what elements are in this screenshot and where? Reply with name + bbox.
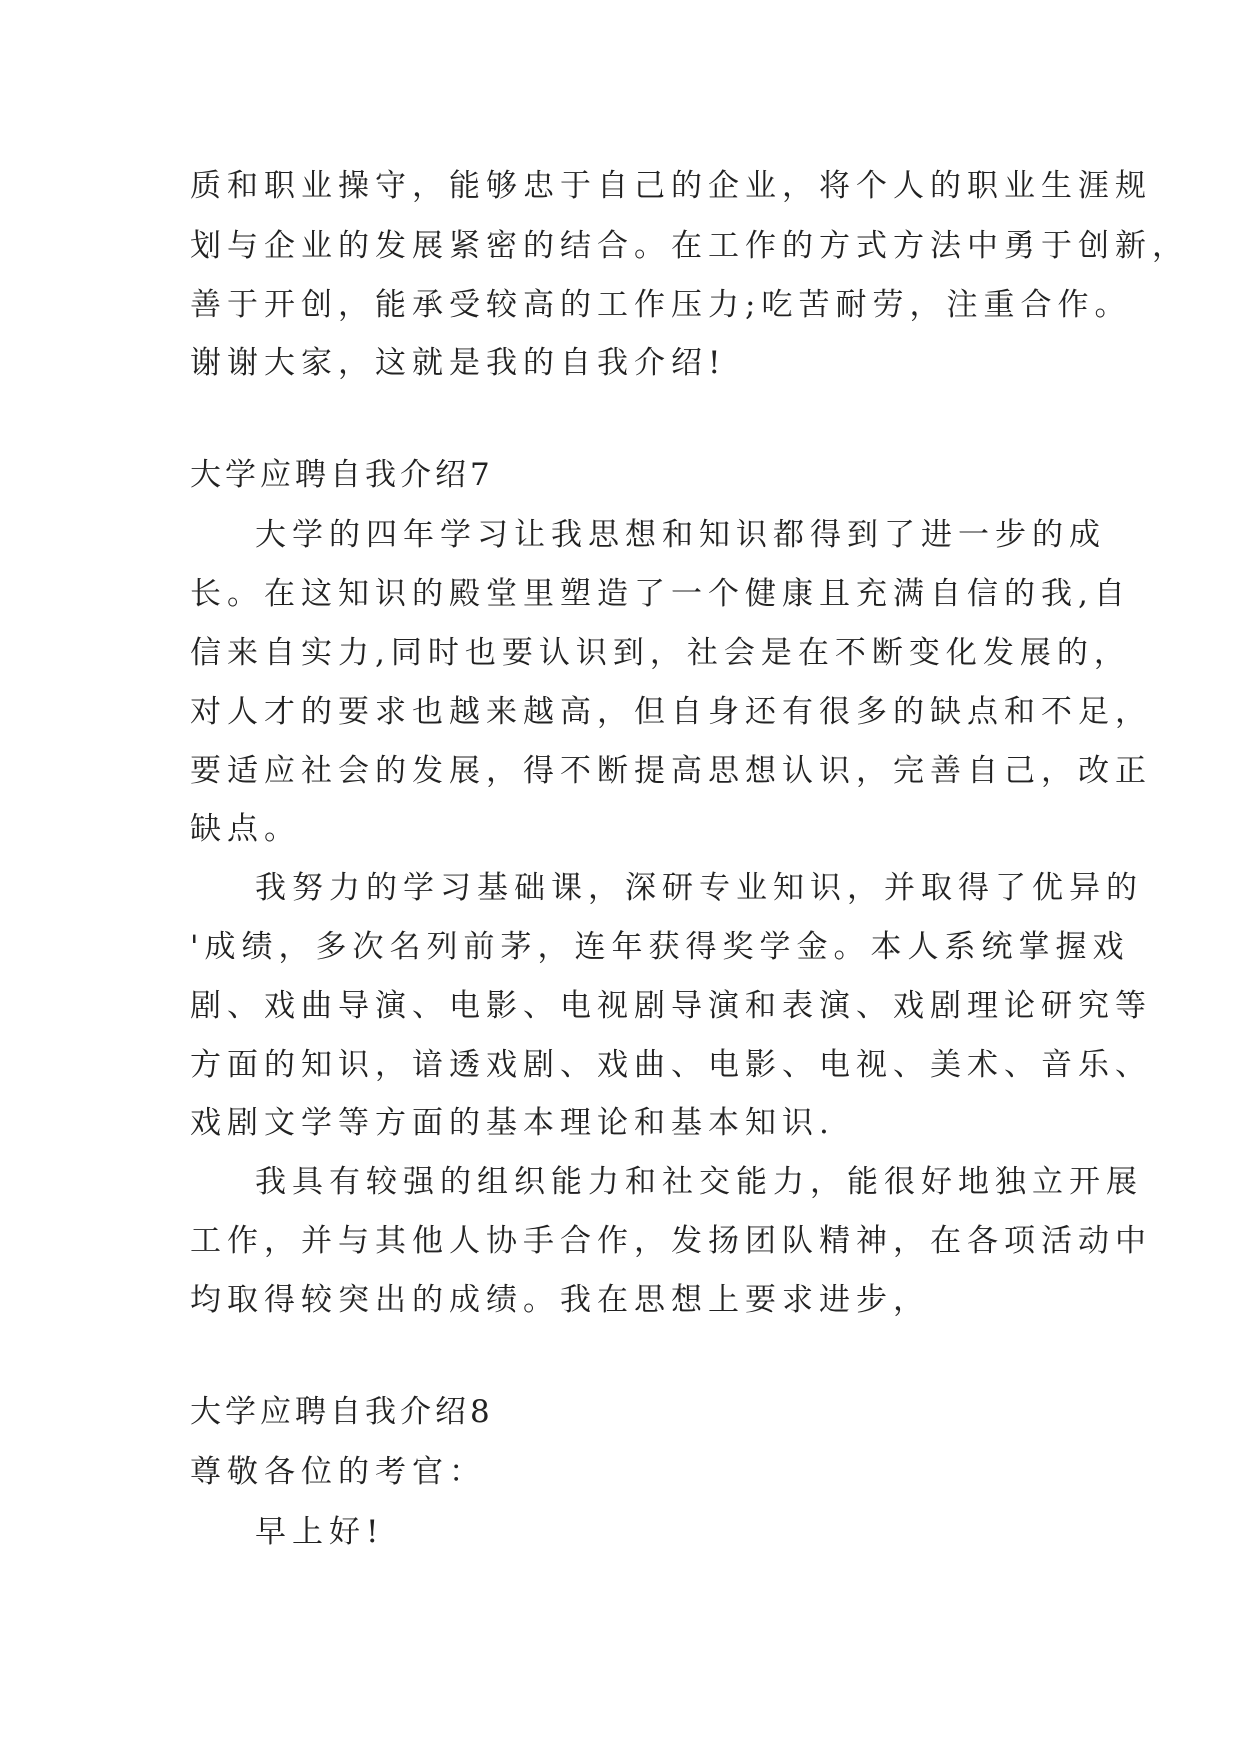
body-text-line: 缺点。	[190, 811, 301, 847]
body-text-line: '成绩，多次名列前茅，连年获得奖学金。本人系统掌握戏	[190, 929, 1130, 965]
body-text-line: 对人才的要求也越来越高，但自身还有很多的缺点和不足，	[190, 694, 1152, 730]
body-text-line: 质和职业操守，能够忠于自己的企业，将个人的职业生涯规	[190, 168, 1152, 204]
body-text-line: 戏剧文学等方面的基本理论和基本知识.	[190, 1105, 835, 1141]
body-text-line: 工作，并与其他人协手合作，发扬团队精神，在各项活动中	[190, 1223, 1152, 1259]
body-text-line: 长。在这知识的殿堂里塑造了一个健康且充满自信的我,自	[190, 576, 1131, 612]
body-text-line: 要适应社会的发展，得不断提高思想认识，完善自己，改正	[190, 753, 1152, 789]
salutation: 尊敬各位的考官：	[190, 1454, 486, 1490]
body-text-line: 信来自实力,同时也要认识到，社会是在不断变化发展的，	[190, 635, 1131, 671]
paragraph-first-line: 我具有较强的组织能力和社交能力，能很好地独立开展	[255, 1164, 1143, 1200]
body-text-line: 剧、戏曲导演、电影、电视剧导演和表演、戏剧理论研究等	[190, 988, 1152, 1024]
section-heading: 大学应聘自我介绍7	[190, 457, 494, 493]
body-text-line: 方面的知识，谙透戏剧、戏曲、电影、电视、美术、音乐、	[190, 1047, 1152, 1083]
paragraph-first-line: 大学的四年学习让我思想和知识都得到了进一步的成	[255, 517, 1106, 553]
section-heading: 大学应聘自我介绍8	[190, 1394, 494, 1430]
body-text-line: 谢谢大家，这就是我的自我介绍!	[190, 345, 727, 381]
body-text-line: 善于开创，能承受较高的工作压力;吃苦耐劳，注重合作。	[190, 287, 1132, 323]
body-text-line: 均取得较突出的成绩。我在思想上要求进步，	[190, 1282, 930, 1318]
body-text-line: 划与企业的发展紧密的结合。在工作的方式方法中勇于创新，	[190, 228, 1189, 264]
greeting: 早上好!	[255, 1514, 385, 1550]
paragraph-first-line: 我努力的学习基础课，深研专业知识，并取得了优异的	[255, 870, 1143, 906]
